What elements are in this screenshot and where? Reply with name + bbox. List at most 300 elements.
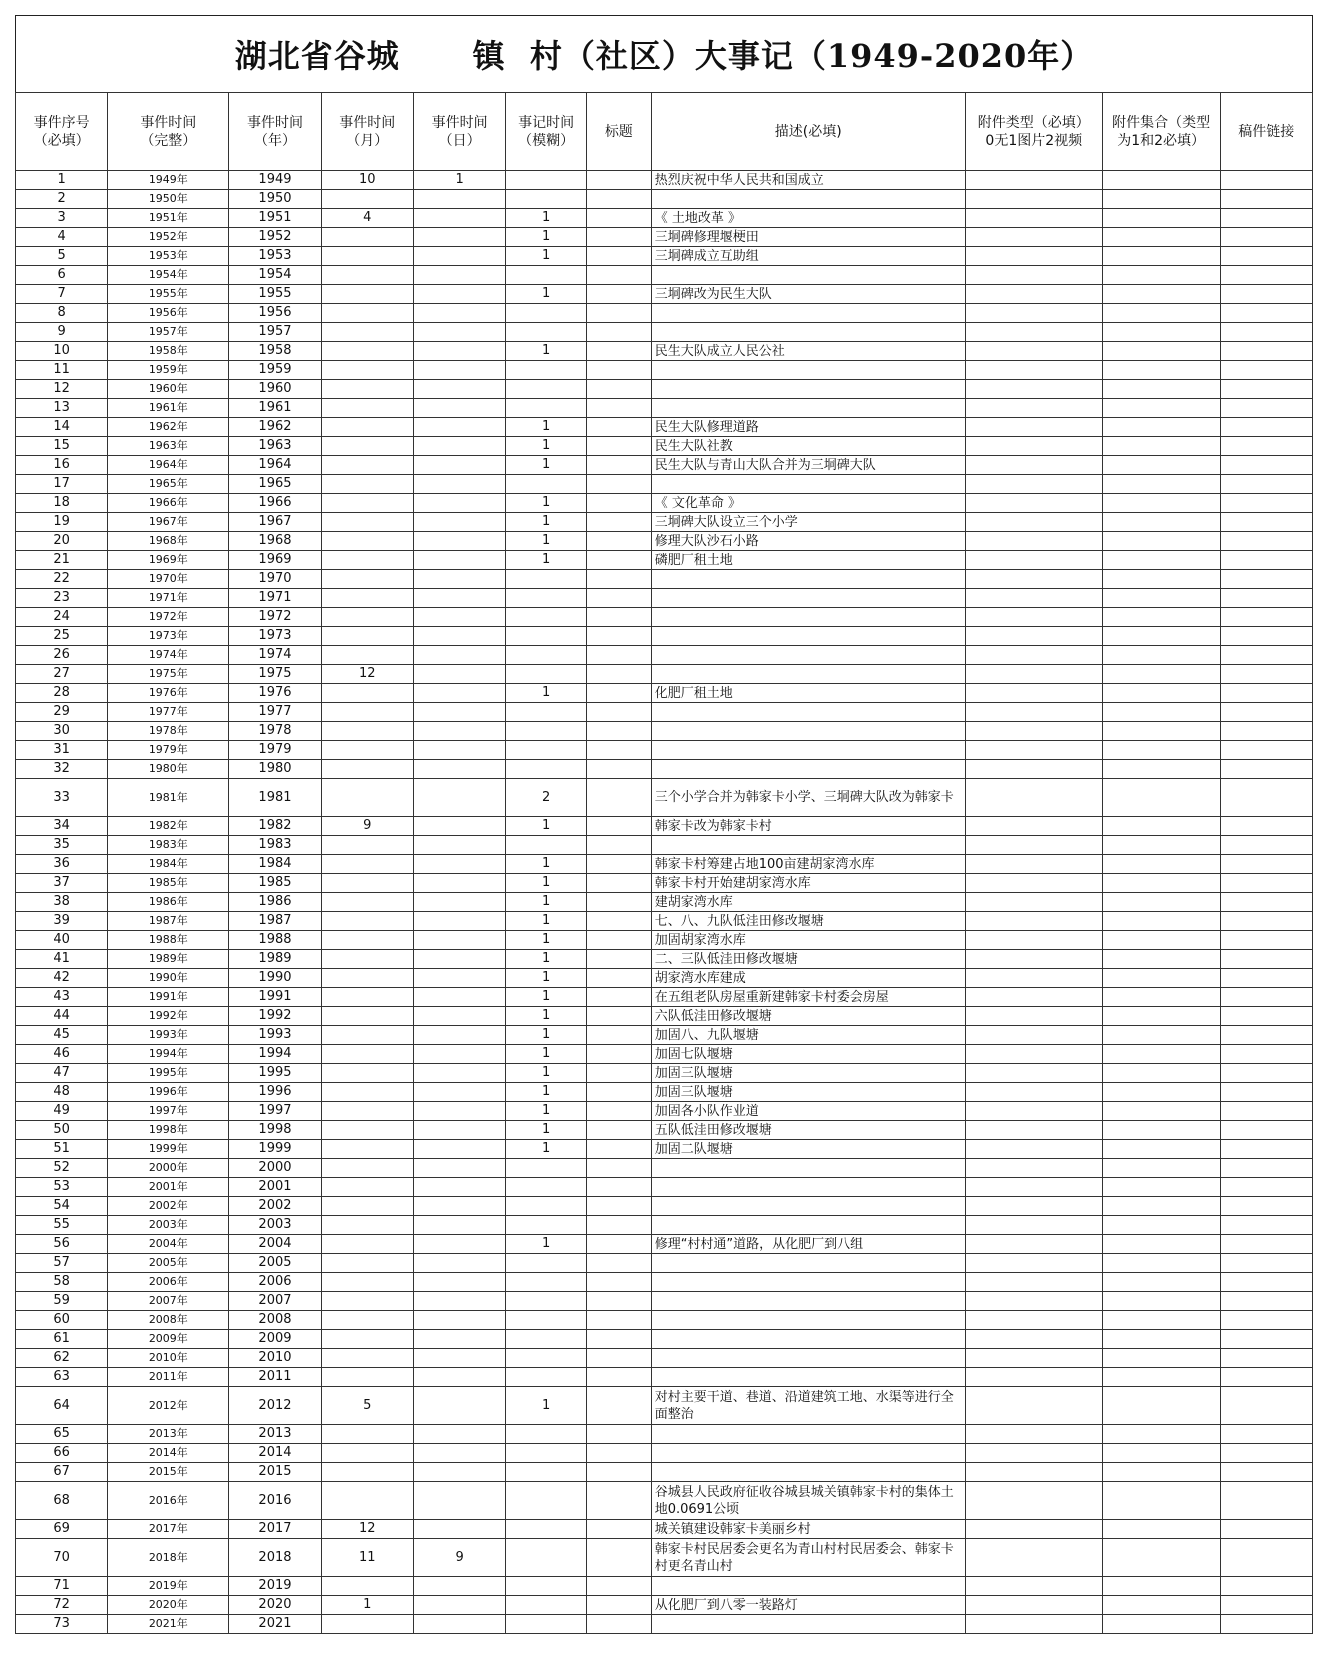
cell-day xyxy=(413,817,505,836)
table-row xyxy=(16,817,1313,836)
cell-day xyxy=(413,950,505,969)
cell-day xyxy=(413,456,505,475)
cell-full-time: 1975年 xyxy=(108,665,229,684)
cell-attachment-type xyxy=(965,836,1102,855)
cell-month xyxy=(321,741,413,760)
cell-year: 2009 xyxy=(229,1330,321,1349)
table-row xyxy=(16,1387,1313,1425)
cell-seq: 47 xyxy=(16,1064,108,1083)
cell-article-link xyxy=(1220,1178,1312,1197)
cell-fuzzy-time: 1 xyxy=(506,969,587,988)
cell-seq: 33 xyxy=(16,779,108,817)
cell-title xyxy=(586,190,651,209)
cell-article-link xyxy=(1220,1311,1312,1330)
cell-attachment-set xyxy=(1102,494,1220,513)
cell-attachment-set xyxy=(1102,988,1220,1007)
cell-attachment-type xyxy=(965,779,1102,817)
cell-title xyxy=(586,475,651,494)
cell-title xyxy=(586,1102,651,1121)
cell-article-link xyxy=(1220,551,1312,570)
cell-article-link xyxy=(1220,1159,1312,1178)
cell-title xyxy=(586,665,651,684)
cell-attachment-type xyxy=(965,608,1102,627)
cell-month xyxy=(321,399,413,418)
cell-day xyxy=(413,361,505,380)
cell-description: 《 文化革命 》 xyxy=(651,494,965,513)
cell-seq: 55 xyxy=(16,1216,108,1235)
cell-year: 1955 xyxy=(229,285,321,304)
cell-attachment-set xyxy=(1102,950,1220,969)
cell-day xyxy=(413,1387,505,1425)
cell-description: 在五组老队房屋重新建韩家卡村委会房屋 xyxy=(651,988,965,1007)
cell-attachment-type xyxy=(965,361,1102,380)
cell-title xyxy=(586,342,651,361)
table-row xyxy=(16,475,1313,494)
cell-attachment-set xyxy=(1102,551,1220,570)
cell-fuzzy-time xyxy=(506,1273,587,1292)
cell-month xyxy=(321,703,413,722)
cell-fuzzy-time: 1 xyxy=(506,817,587,836)
cell-year: 2016 xyxy=(229,1482,321,1520)
cell-fuzzy-time: 1 xyxy=(506,1121,587,1140)
cell-seq: 41 xyxy=(16,950,108,969)
cell-seq: 29 xyxy=(16,703,108,722)
cell-full-time: 1954年 xyxy=(108,266,229,285)
cell-description xyxy=(651,665,965,684)
cell-fuzzy-time: 2 xyxy=(506,779,587,817)
cell-day xyxy=(413,1159,505,1178)
cell-month xyxy=(321,589,413,608)
cell-year: 2014 xyxy=(229,1444,321,1463)
cell-year: 2004 xyxy=(229,1235,321,1254)
table-row xyxy=(16,912,1313,931)
cell-description: 三个小学合并为韩家卡小学、三垌碑大队改为韩家卡 xyxy=(651,779,965,817)
cell-fuzzy-time xyxy=(506,304,587,323)
cell-seq: 71 xyxy=(16,1577,108,1596)
cell-description xyxy=(651,323,965,342)
cell-article-link xyxy=(1220,266,1312,285)
cell-attachment-set xyxy=(1102,323,1220,342)
cell-attachment-type xyxy=(965,513,1102,532)
cell-attachment-type xyxy=(965,532,1102,551)
cell-attachment-type xyxy=(965,1102,1102,1121)
cell-fuzzy-time xyxy=(506,399,587,418)
cell-year: 1970 xyxy=(229,570,321,589)
cell-full-time: 1967年 xyxy=(108,513,229,532)
cell-title xyxy=(586,171,651,190)
cell-title xyxy=(586,551,651,570)
cell-fuzzy-time xyxy=(506,1159,587,1178)
cell-full-time: 1982年 xyxy=(108,817,229,836)
cell-month xyxy=(321,1577,413,1596)
cell-attachment-type xyxy=(965,285,1102,304)
cell-full-time: 1994年 xyxy=(108,1045,229,1064)
cell-month xyxy=(321,1292,413,1311)
cell-attachment-set xyxy=(1102,285,1220,304)
cell-month xyxy=(321,1083,413,1102)
chronicle-sheet xyxy=(15,15,1313,1634)
cell-year: 1980 xyxy=(229,760,321,779)
cell-attachment-set xyxy=(1102,570,1220,589)
cell-year: 1990 xyxy=(229,969,321,988)
cell-attachment-type xyxy=(965,703,1102,722)
cell-description: 二、三队低洼田修改堰塘 xyxy=(651,950,965,969)
cell-title xyxy=(586,1292,651,1311)
header-article-link: 稿件链接 xyxy=(1220,93,1312,171)
cell-month xyxy=(321,836,413,855)
cell-full-time: 1974年 xyxy=(108,646,229,665)
cell-description: 五队低洼田修改堰塘 xyxy=(651,1121,965,1140)
cell-fuzzy-time xyxy=(506,627,587,646)
cell-month xyxy=(321,494,413,513)
cell-seq: 44 xyxy=(16,1007,108,1026)
cell-attachment-type xyxy=(965,399,1102,418)
cell-month xyxy=(321,1273,413,1292)
cell-year: 1984 xyxy=(229,855,321,874)
cell-title xyxy=(586,1577,651,1596)
cell-day xyxy=(413,874,505,893)
cell-description xyxy=(651,627,965,646)
cell-description: 修理大队沙石小路 xyxy=(651,532,965,551)
cell-full-time: 2019年 xyxy=(108,1577,229,1596)
cell-month xyxy=(321,228,413,247)
cell-year: 1998 xyxy=(229,1121,321,1140)
cell-attachment-type xyxy=(965,1083,1102,1102)
cell-year: 1965 xyxy=(229,475,321,494)
cell-seq: 25 xyxy=(16,627,108,646)
cell-description xyxy=(651,741,965,760)
cell-description: 城关镇建设韩家卡美丽乡村 xyxy=(651,1520,965,1539)
cell-article-link xyxy=(1220,779,1312,817)
cell-attachment-type xyxy=(965,893,1102,912)
cell-year: 1999 xyxy=(229,1140,321,1159)
cell-attachment-type xyxy=(965,418,1102,437)
cell-attachment-set xyxy=(1102,475,1220,494)
header-description: 描述(必填) xyxy=(651,93,965,171)
cell-year: 2000 xyxy=(229,1159,321,1178)
chronicle-table xyxy=(15,92,1313,1634)
cell-description xyxy=(651,1444,965,1463)
cell-day xyxy=(413,1064,505,1083)
cell-description xyxy=(651,608,965,627)
cell-article-link xyxy=(1220,1368,1312,1387)
cell-full-time: 1968年 xyxy=(108,532,229,551)
cell-title xyxy=(586,1254,651,1273)
cell-title xyxy=(586,1064,651,1083)
cell-full-time: 1990年 xyxy=(108,969,229,988)
table-row xyxy=(16,950,1313,969)
cell-month xyxy=(321,342,413,361)
table-row xyxy=(16,1045,1313,1064)
cell-year: 1982 xyxy=(229,817,321,836)
cell-day xyxy=(413,1083,505,1102)
cell-fuzzy-time: 1 xyxy=(506,285,587,304)
cell-description: 加固七队堰塘 xyxy=(651,1045,965,1064)
cell-year: 2001 xyxy=(229,1178,321,1197)
cell-full-time: 1987年 xyxy=(108,912,229,931)
cell-day xyxy=(413,608,505,627)
cell-article-link xyxy=(1220,627,1312,646)
cell-article-link xyxy=(1220,1330,1312,1349)
cell-month xyxy=(321,1121,413,1140)
cell-year: 1979 xyxy=(229,741,321,760)
cell-fuzzy-time xyxy=(506,1482,587,1520)
cell-attachment-set xyxy=(1102,1349,1220,1368)
cell-attachment-set xyxy=(1102,380,1220,399)
cell-month xyxy=(321,646,413,665)
cell-day xyxy=(413,1178,505,1197)
cell-full-time: 2003年 xyxy=(108,1216,229,1235)
cell-article-link xyxy=(1220,1254,1312,1273)
cell-attachment-type xyxy=(965,494,1102,513)
table-row xyxy=(16,380,1313,399)
cell-month xyxy=(321,1178,413,1197)
cell-title xyxy=(586,1330,651,1349)
cell-year: 1954 xyxy=(229,266,321,285)
cell-seq: 31 xyxy=(16,741,108,760)
cell-fuzzy-time: 1 xyxy=(506,1235,587,1254)
cell-seq: 27 xyxy=(16,665,108,684)
cell-fuzzy-time xyxy=(506,1292,587,1311)
cell-month: 11 xyxy=(321,1539,413,1577)
cell-full-time: 2002年 xyxy=(108,1197,229,1216)
cell-article-link xyxy=(1220,494,1312,513)
cell-day xyxy=(413,1330,505,1349)
cell-month xyxy=(321,1064,413,1083)
cell-description: 民生大队与青山大队合并为三垌碑大队 xyxy=(651,456,965,475)
header-title: 标题 xyxy=(586,93,651,171)
header-row xyxy=(16,93,1313,171)
cell-title xyxy=(586,1349,651,1368)
cell-full-time: 1995年 xyxy=(108,1064,229,1083)
cell-article-link xyxy=(1220,228,1312,247)
table-row xyxy=(16,1159,1313,1178)
cell-day xyxy=(413,437,505,456)
cell-attachment-set xyxy=(1102,722,1220,741)
cell-day xyxy=(413,779,505,817)
cell-year: 2008 xyxy=(229,1311,321,1330)
cell-year: 1961 xyxy=(229,399,321,418)
cell-month: 5 xyxy=(321,1387,413,1425)
cell-full-time: 1969年 xyxy=(108,551,229,570)
cell-description xyxy=(651,1197,965,1216)
cell-attachment-type xyxy=(965,437,1102,456)
cell-attachment-type xyxy=(965,475,1102,494)
cell-article-link xyxy=(1220,1539,1312,1577)
cell-month xyxy=(321,513,413,532)
cell-fuzzy-time: 1 xyxy=(506,228,587,247)
cell-day xyxy=(413,494,505,513)
cell-article-link xyxy=(1220,247,1312,266)
table-row xyxy=(16,684,1313,703)
cell-attachment-set xyxy=(1102,1311,1220,1330)
cell-day xyxy=(413,1444,505,1463)
cell-fuzzy-time xyxy=(506,1330,587,1349)
cell-attachment-type xyxy=(965,1140,1102,1159)
cell-year: 2017 xyxy=(229,1520,321,1539)
cell-seq: 34 xyxy=(16,817,108,836)
cell-attachment-set xyxy=(1102,1520,1220,1539)
cell-year: 2006 xyxy=(229,1273,321,1292)
cell-description: 加固三队堰塘 xyxy=(651,1064,965,1083)
cell-title xyxy=(586,1140,651,1159)
cell-attachment-set xyxy=(1102,1178,1220,1197)
table-row xyxy=(16,627,1313,646)
cell-attachment-type xyxy=(965,1273,1102,1292)
cell-fuzzy-time xyxy=(506,760,587,779)
cell-attachment-set xyxy=(1102,1463,1220,1482)
cell-title xyxy=(586,1520,651,1539)
cell-article-link xyxy=(1220,570,1312,589)
cell-article-link xyxy=(1220,361,1312,380)
cell-article-link xyxy=(1220,1444,1312,1463)
cell-attachment-type xyxy=(965,1254,1102,1273)
cell-full-time: 1997年 xyxy=(108,1102,229,1121)
cell-month xyxy=(321,1026,413,1045)
cell-attachment-set xyxy=(1102,1064,1220,1083)
cell-article-link xyxy=(1220,532,1312,551)
cell-attachment-set xyxy=(1102,684,1220,703)
cell-seq: 67 xyxy=(16,1463,108,1482)
cell-month xyxy=(321,1007,413,1026)
cell-title xyxy=(586,1026,651,1045)
cell-description: 三垌碑成立互助组 xyxy=(651,247,965,266)
cell-day xyxy=(413,342,505,361)
cell-seq: 1 xyxy=(16,171,108,190)
cell-month xyxy=(321,437,413,456)
cell-full-time: 1991年 xyxy=(108,988,229,1007)
cell-description xyxy=(651,1159,965,1178)
cell-year: 1981 xyxy=(229,779,321,817)
cell-fuzzy-time: 1 xyxy=(506,342,587,361)
cell-attachment-set xyxy=(1102,1083,1220,1102)
cell-article-link xyxy=(1220,931,1312,950)
cell-title xyxy=(586,1083,651,1102)
cell-attachment-set xyxy=(1102,1425,1220,1444)
cell-attachment-type xyxy=(965,1577,1102,1596)
cell-day xyxy=(413,1368,505,1387)
cell-seq: 30 xyxy=(16,722,108,741)
cell-fuzzy-time xyxy=(506,1368,587,1387)
cell-month xyxy=(321,760,413,779)
table-row xyxy=(16,399,1313,418)
cell-description xyxy=(651,570,965,589)
table-row xyxy=(16,1330,1313,1349)
cell-seq: 57 xyxy=(16,1254,108,1273)
table-row xyxy=(16,1216,1313,1235)
cell-seq: 69 xyxy=(16,1520,108,1539)
cell-year: 1958 xyxy=(229,342,321,361)
cell-attachment-type xyxy=(965,1121,1102,1140)
cell-year: 1968 xyxy=(229,532,321,551)
cell-seq: 6 xyxy=(16,266,108,285)
table-row xyxy=(16,1615,1313,1634)
cell-full-time: 1973年 xyxy=(108,627,229,646)
cell-day xyxy=(413,1577,505,1596)
cell-day xyxy=(413,399,505,418)
cell-seq: 32 xyxy=(16,760,108,779)
cell-year: 2015 xyxy=(229,1463,321,1482)
cell-month xyxy=(321,931,413,950)
cell-day xyxy=(413,475,505,494)
cell-full-time: 1965年 xyxy=(108,475,229,494)
cell-day xyxy=(413,893,505,912)
cell-day xyxy=(413,912,505,931)
table-row xyxy=(16,741,1313,760)
cell-article-link xyxy=(1220,323,1312,342)
table-row xyxy=(16,722,1313,741)
cell-article-link xyxy=(1220,1045,1312,1064)
cell-attachment-set xyxy=(1102,1102,1220,1121)
cell-day xyxy=(413,1425,505,1444)
cell-attachment-type xyxy=(965,1425,1102,1444)
cell-seq: 23 xyxy=(16,589,108,608)
table-row xyxy=(16,1463,1313,1482)
cell-attachment-set xyxy=(1102,760,1220,779)
cell-month xyxy=(321,1140,413,1159)
cell-description: 三垌碑改为民生大队 xyxy=(651,285,965,304)
cell-attachment-type xyxy=(965,1216,1102,1235)
cell-seq: 68 xyxy=(16,1482,108,1520)
cell-year: 1960 xyxy=(229,380,321,399)
cell-full-time: 2010年 xyxy=(108,1349,229,1368)
cell-year: 1986 xyxy=(229,893,321,912)
cell-day xyxy=(413,1026,505,1045)
cell-year: 1962 xyxy=(229,418,321,437)
table-row xyxy=(16,703,1313,722)
cell-fuzzy-time: 1 xyxy=(506,1045,587,1064)
cell-seq: 39 xyxy=(16,912,108,931)
cell-attachment-set xyxy=(1102,665,1220,684)
cell-fuzzy-time: 1 xyxy=(506,247,587,266)
cell-title xyxy=(586,988,651,1007)
cell-seq: 48 xyxy=(16,1083,108,1102)
cell-year: 2011 xyxy=(229,1368,321,1387)
cell-full-time: 1988年 xyxy=(108,931,229,950)
cell-year: 1959 xyxy=(229,361,321,380)
cell-attachment-set xyxy=(1102,1121,1220,1140)
table-row xyxy=(16,760,1313,779)
cell-seq: 26 xyxy=(16,646,108,665)
cell-title xyxy=(586,380,651,399)
cell-attachment-set xyxy=(1102,703,1220,722)
cell-attachment-type xyxy=(965,456,1102,475)
cell-day xyxy=(413,589,505,608)
cell-description: 胡家湾水库建成 xyxy=(651,969,965,988)
cell-article-link xyxy=(1220,665,1312,684)
cell-seq: 46 xyxy=(16,1045,108,1064)
cell-fuzzy-time xyxy=(506,1197,587,1216)
cell-month: 12 xyxy=(321,665,413,684)
cell-title xyxy=(586,1178,651,1197)
cell-year: 1951 xyxy=(229,209,321,228)
cell-article-link xyxy=(1220,1349,1312,1368)
cell-day xyxy=(413,551,505,570)
cell-attachment-set xyxy=(1102,304,1220,323)
cell-attachment-set xyxy=(1102,817,1220,836)
cell-month xyxy=(321,1368,413,1387)
cell-article-link xyxy=(1220,1235,1312,1254)
cell-title xyxy=(586,741,651,760)
cell-attachment-set xyxy=(1102,1615,1220,1634)
cell-article-link xyxy=(1220,703,1312,722)
cell-full-time: 1977年 xyxy=(108,703,229,722)
cell-article-link xyxy=(1220,1140,1312,1159)
cell-seq: 38 xyxy=(16,893,108,912)
cell-article-link xyxy=(1220,380,1312,399)
cell-attachment-set xyxy=(1102,1045,1220,1064)
table-row xyxy=(16,228,1313,247)
